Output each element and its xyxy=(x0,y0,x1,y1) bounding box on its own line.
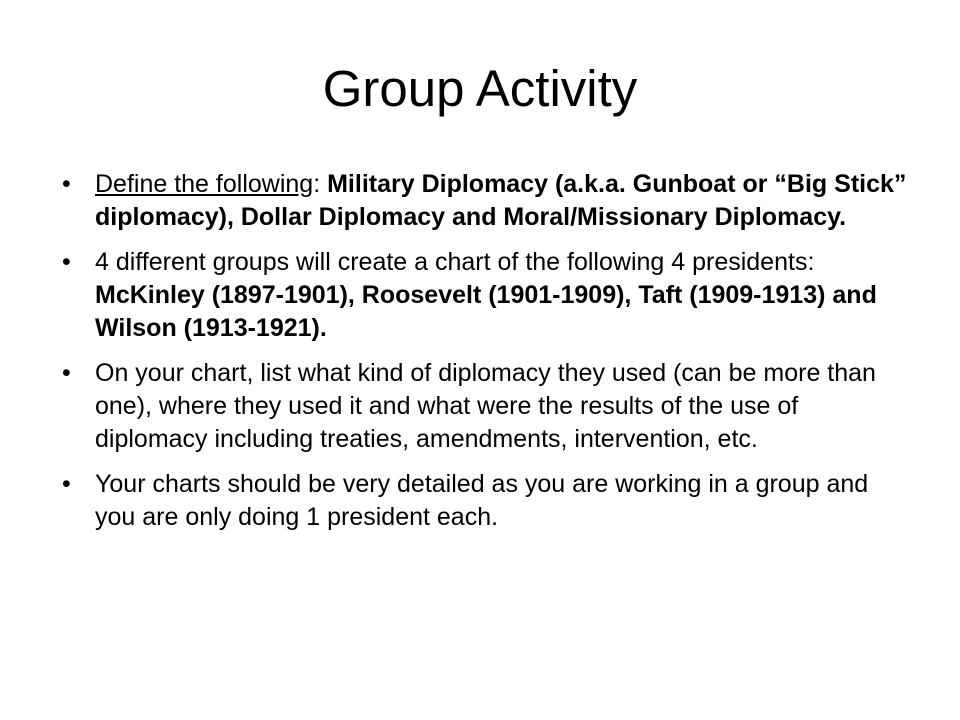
bullet-chart-instructions xyxy=(62,357,914,456)
presidents-list: McKinley (1897-1901), Roosevelt (1901-1909), Taft (1909-1913) and Wilson (1913-1921). xyxy=(95,281,877,342)
slide-title: Group Activity xyxy=(322,60,638,117)
bullet-define-terms xyxy=(62,168,914,234)
groups-text: 4 different groups will create a chart of the following 4 presidents: xyxy=(95,248,815,276)
bullet-dot-icon: • xyxy=(62,248,71,276)
define-label: Define the following xyxy=(95,170,314,198)
chart-instructions-text: On your chart, list what kind of diplomacy they used (can be more than one), where they used it and what were the results of the use of diplomacy including treaties, amendments, intervention, etc. xyxy=(95,359,876,453)
diplomacy-terms: Military Diplomacy (a.k.a. Gunboat or “Big Stick” diplomacy), Dollar Diplomacy and Moral/Missionary Diplomacy. xyxy=(95,170,907,231)
bullet-detail-note xyxy=(62,468,914,534)
bullet-dot-icon: • xyxy=(62,470,71,498)
define-separator: : xyxy=(313,170,328,198)
bullet-groups xyxy=(62,246,914,345)
detail-note-text: Your charts should be very detailed as you are working in a group and you are only doing 1 president each. xyxy=(95,470,869,531)
bullet-list xyxy=(62,168,914,546)
bullet-dot-icon: • xyxy=(62,170,71,198)
bullet-dot-icon: • xyxy=(62,359,71,387)
